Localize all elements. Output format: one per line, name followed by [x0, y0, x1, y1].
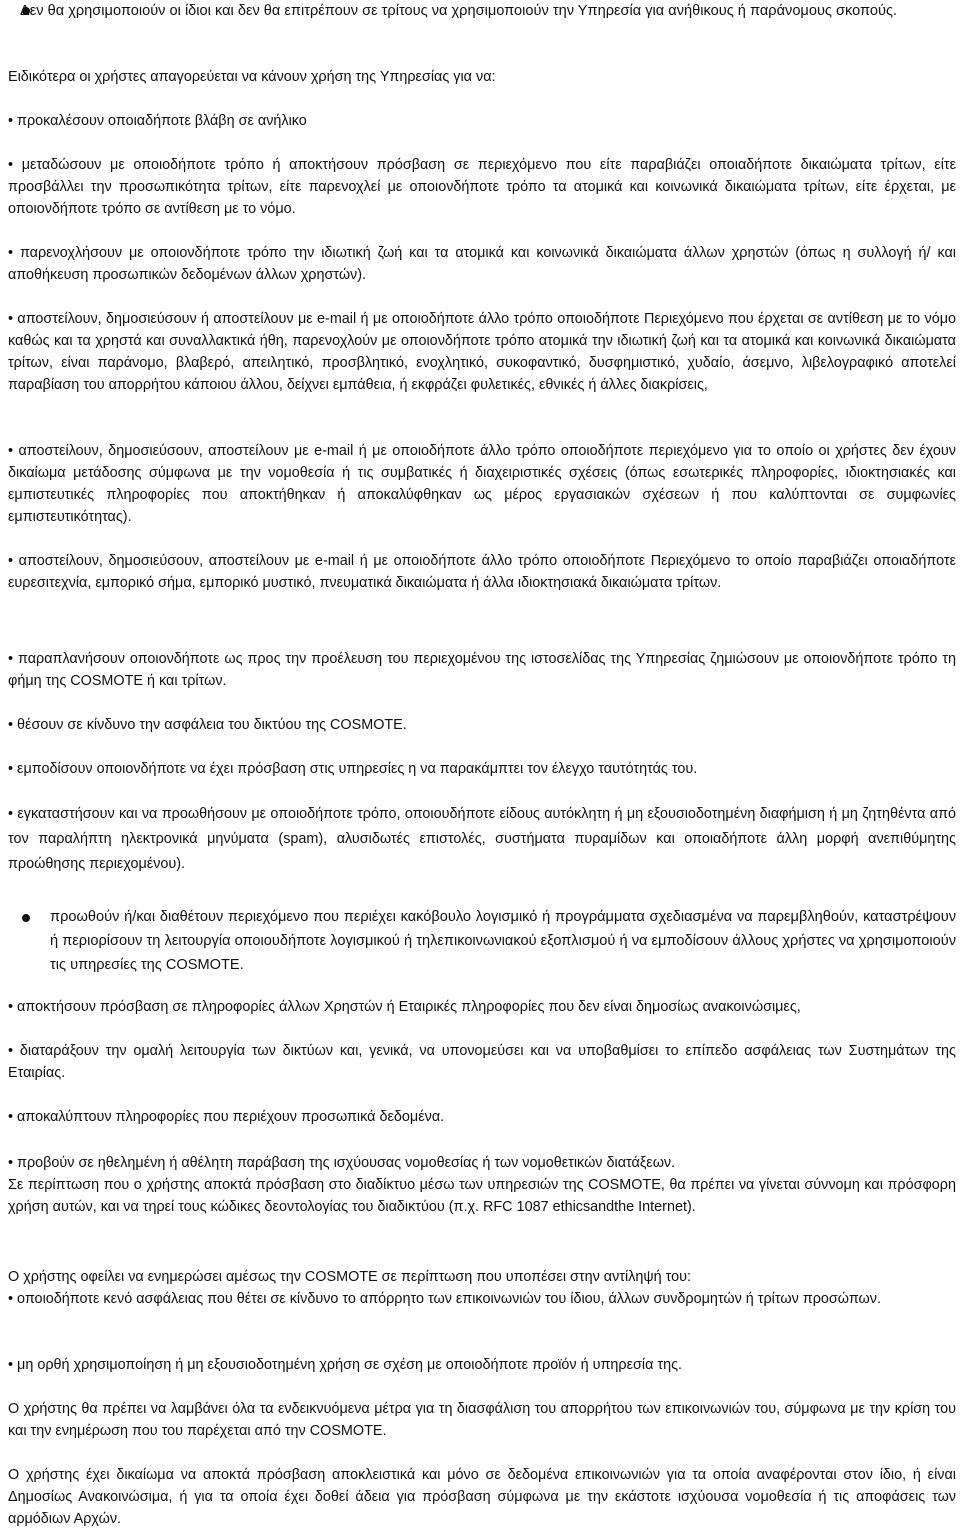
- list-item: • οποιοδήποτε κενό ασφάλειας που θέτει σε κίνδυνο το απόρρητο των επικοινωνιών του ίδιου, άλλων συνδρομητών ή τρίτων προσώπων.: [8, 1291, 881, 1307]
- list-item: • εμποδίσουν οποιονδήποτε να έχει πρόσβαση στις υπηρεσίες η να παρακάμπτει τον έλεγχο ταυτότητάς του.: [8, 761, 698, 777]
- paragraph-privacy-measures: Ο χρήστης θα πρέπει να λαμβάνει όλα τα ενδεικνυόμενα μέτρα για τη διασφάλιση του απορρήτου των επικοινωνιών του, σύμφωνα με την κρίση του και την ενημέρωση που του παρέχεται από την COSMOTE.: [8, 1401, 956, 1439]
- paragraph-intro: Δεν θα χρησιμοποιούν οι ίδιοι και δεν θα επιτρέπουν σε τρίτους να χρησιμοποιούν την Υπηρεσία για ανήθικους ή παράνομους σκοπούς.: [20, 3, 898, 19]
- list-item: • προκαλέσουν οποιαδήποτε βλάβη σε ανήλικο: [8, 113, 307, 129]
- list-item: • μη ορθή χρησιμοποίηση ή μη εξουσιοδοτημένη χρήση σε σχέση με οποιοδήποτε προϊόν ή υπηρεσία της.: [8, 1357, 683, 1373]
- list-item: • αποστείλουν, δημοσιεύσουν ή αποστείλουν με e-mail ή με οποιοδήποτε άλλο τρόπο οποιοδήποτε Περιεχόμενο που έρχεται σε αντίθεση με το νόμο καθώς και τα χρηστά και συναλλακτικά ήθη, παρενοχλούν με οποιονδήποτε τρόπο ατομικά την ιδιωτική ζωή και τα ατομικά και κοινωνικά δικαιώματα τρίτων, είναι παράνομο, βλαβερό, απειλητικό, προσβλητικό, ενοχλητικό, συκοφαντικό, δυσφημιστικό, χυδαίο, άσεμνο, λιβελογραφικό αποτελεί παραβίαση του απορρήτου κάποιου άλλου, δείχνει εμπάθεια, ή εκφράζει φυλετικές, εθνικές ή άλλες διακρίσεις,: [8, 311, 956, 393]
- list-item: • εγκαταστήσουν και να προωθήσουν με οποιοδήποτε τρόπο, οποιουδήποτε είδους αυτόκλητη ή μη εξουσιοδοτημένη διαφήμιση ή μη ζητηθέντα από τον παραλήπτη ηλεκτρονικά μηνύματα (spam), αλυσιδωτές επιστολές, συστήματα πυραμίδων και οποιαδήποτε άλλη μορφή ανεπιθύμητης προώθησης περιεχομένου).: [8, 806, 956, 872]
- paragraph-internet-use: Σε περίπτωση που ο χρήστης αποκτά πρόσβαση στο διαδίκτυο μέσω των υπηρεσιών της COSMOTE, θα πρέπει να γίνεται σύννομη και πρόσφορη χρήση αυτών, και να τηρεί τους κώδικες δεοντολογίας του διαδικτύου (π.χ. RFC 1087 ethicsandthe Internet).: [8, 1177, 956, 1215]
- list-item: • αποκαλύπτουν πληροφορίες που περιέχουν προσωπικά δεδομένα.: [8, 1109, 445, 1125]
- list-item: • παρενοχλήσουν με οποιονδήποτε τρόπο την ιδιωτική ζωή και τα ατομικά και κοινωνικά δικαιώματα άλλων χρηστών (όπως η συλλογή ή/ και αποθήκευση προσωπικών δεδομένων άλλων χρηστών).: [8, 245, 956, 283]
- list-item: • αποκτήσουν πρόσβαση σε πληροφορίες άλλων Χρηστών ή Εταιρικές πληροφορίες που δεν είναι δημοσίως ανακοινώσιμες,: [8, 999, 801, 1015]
- list-item: • παραπλανήσουν οποιονδήποτε ως προς την προέλευση του περιεχομένου της ιστοσελίδας της Υπηρεσίας ζημιώσουν με οποιονδήποτε τρόπο τη φήμη της COSMOTE ή και τρίτων.: [8, 651, 956, 689]
- list-item: • αποστείλουν, δημοσιεύσουν, αποστείλουν με e-mail ή με οποιοδήποτε άλλο τρόπο οποιοδήποτε περιεχόμενο για το οποίο οι χρήστες δεν έχουν δικαίωμα μετάδοσης σύμφωνα με την νομοθεσία ή τις συμβατικές ή διαχειριστικές σχέσεις (όπως εσωτερικές πληροφορίες, ιδιοκτησιακές και εμπιστευτικές πληροφορίες που αποκτήθηκαν ή αποκαλύφθηκαν ως μέρος εργασιακών σχέσεων ή που καλύπτονται σε συμφωνίες εμπιστευτικότητας).: [8, 443, 956, 525]
- list-item: • θέσουν σε κίνδυνο την ασφάλεια του δικτύου της COSMOTE.: [8, 717, 407, 733]
- bullet-icon: [22, 914, 30, 922]
- list-item: • διαταράξουν την ομαλή λειτουργία των δικτύων και, γενικά, να υπονομεύσει και να υποβαθμίσει το επίπεδο ασφάλειας των Συστημάτων της Εταιρίας.: [8, 1043, 956, 1081]
- paragraph-access-rights: Ο χρήστης έχει δικαίωμα να αποκτά πρόσβαση αποκλειστικά και μόνο σε δεδομένα επικοινωνιών για τα οποία αναφέρονται στον ίδιο, ή είναι Δημοσίως Ανακοινώσιμα, ή για τα οποία έχει δοθεί άδεια για πρόσβαση σύμφωνα με την εκάστοτε ισχύουσα νομοθεσία ή τις αποφάσεις των αρμόδιων Αρχών.: [8, 1467, 956, 1527]
- list-item: προωθούν ή/και διαθέτουν περιεχόμενο που περιέχει κακόβουλο λογισμικό ή προγράμματα σχεδιασμένα να παρεμβληθούν, καταστρέψουν ή περιορίσουν τη λειτουργία οποιουδήποτε λογισμικού ή τηλεπικοινωνιακού εξοπλισμού ή να εμποδίσουν άλλους χρήστες να χρησιμοποιούν τις υπηρεσίες της COSMOTE.: [50, 909, 956, 973]
- paragraph-lead: Ειδικότερα οι χρήστες απαγορεύεται να κάνουν χρήση της Υπηρεσίας για να:: [8, 69, 496, 85]
- list-item: • προβούν σε ηθελημένη ή αθέλητη παράβαση της ισχύουσας νομοθεσίας ή των νομοθετικών διατάξεων.: [8, 1155, 676, 1171]
- paragraph-notify: Ο χρήστης οφείλει να ενημερώσει αμέσως την COSMOTE σε περίπτωση που υποπέσει στην αντίληψή του:: [8, 1269, 691, 1285]
- list-item: • αποστείλουν, δημοσιεύσουν, αποστείλουν με e-mail ή με οποιοδήποτε άλλο τρόπο οποιοδήποτε Περιεχόμενο το οποίο παραβιάζει οποιαδήποτε ευρεσιτεχνία, εμπορικό σήμα, εμπορικό μυστικό, πνευματικά δικαιώματα ή άλλα ιδιοκτησιακά δικαιώματα τρίτων.: [8, 553, 956, 591]
- list-item: • μεταδώσουν με οποιοδήποτε τρόπο ή αποκτήσουν πρόσβαση σε περιεχόμενο που είτε παραβιάζει οποιαδήποτε δικαιώματα τρίτων, είτε προσβάλλει την προσωπικότητα τρίτων, είτε παρενοχλεί με οποιονδήποτε τρόπο τα ατομικά και κοινωνικά δικαιώματα τρίτων, είτε έρχεται, με οποιονδήποτε τρόπο σε αντίθεση με το νόμο.: [8, 157, 956, 217]
